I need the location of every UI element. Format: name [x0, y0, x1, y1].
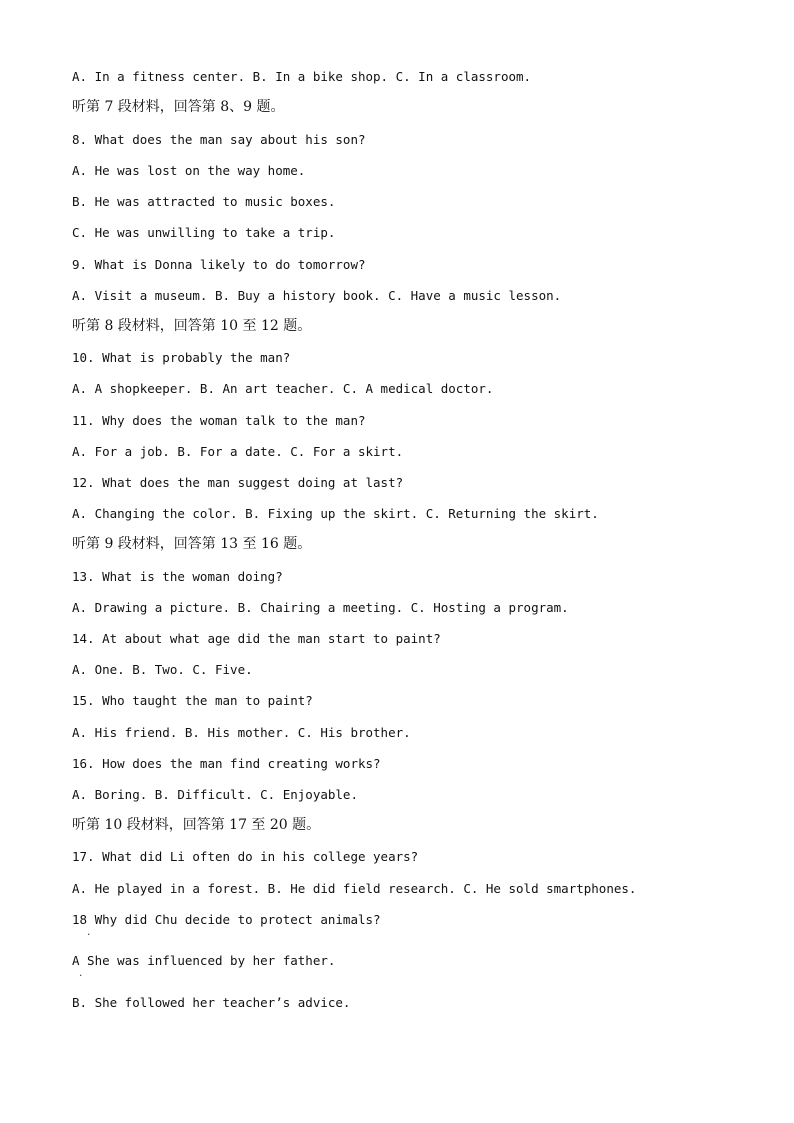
- question-16: 16. How does the man find creating works?: [72, 756, 381, 771]
- question-9: 9. What is Donna likely to do tomorrow?: [72, 257, 366, 272]
- question-17: 17. What did Li often do in his college years?: [72, 849, 419, 864]
- q18-option-a: A She was influenced by her father.: [72, 953, 336, 968]
- question-10: 10. What is probably the man?: [72, 350, 291, 365]
- q8-option-a: A. He was lost on the way home.: [72, 163, 306, 178]
- question-8: 8. What does the man say about his son?: [72, 132, 366, 147]
- q14-options: A. One. B. Two. C. Five.: [72, 662, 253, 677]
- q17-options: A. He played in a forest. B. He did field research. C. He sold smartphones.: [72, 881, 637, 896]
- question-13: 13. What is the woman doing?: [72, 569, 283, 584]
- q16-options: A. Boring. B. Difficult. C. Enjoyable.: [72, 787, 358, 802]
- question-18: 18 Why did Chu decide to protect animals?: [72, 912, 381, 927]
- q15-options: A. His friend. B. His mother. C. His brother.: [72, 725, 411, 740]
- section-header-8: 听第 8 段材料，回答第 10 至 12 题。: [72, 318, 312, 334]
- stray-mark: .: [86, 928, 92, 938]
- q7-options: A. In a fitness center. B. In a bike shop. C. In a classroom.: [72, 69, 532, 84]
- question-14: 14. At about what age did the man start to paint?: [72, 631, 441, 646]
- question-15: 15. Who taught the man to paint?: [72, 693, 313, 708]
- section-header-9: 听第 9 段材料，回答第 13 至 16 题。: [72, 536, 312, 552]
- q10-options: A. A shopkeeper. B. An art teacher. C. A medical doctor.: [72, 381, 494, 396]
- question-12: 12. What does the man suggest doing at last?: [72, 475, 404, 490]
- q8-option-b: B. He was attracted to music boxes.: [72, 194, 336, 209]
- q11-options: A. For a job. B. For a date. C. For a skirt.: [72, 444, 404, 459]
- q8-option-c: C. He was unwilling to take a trip.: [72, 225, 336, 240]
- q18-option-b: B. She followed her teacher’s advice.: [72, 995, 351, 1010]
- section-header-7: 听第 7 段材料，回答第 8、9 题。: [72, 99, 285, 115]
- section-header-10: 听第 10 段材料，回答第 17 至 20 题。: [72, 817, 321, 833]
- stray-mark: .: [78, 969, 84, 979]
- q13-options: A. Drawing a picture. B. Chairing a meeting. C. Hosting a program.: [72, 600, 569, 615]
- q9-options: A. Visit a museum. B. Buy a history book. C. Have a music lesson.: [72, 288, 562, 303]
- q12-options: A. Changing the color. B. Fixing up the skirt. C. Returning the skirt.: [72, 506, 599, 521]
- question-11: 11. Why does the woman talk to the man?: [72, 413, 366, 428]
